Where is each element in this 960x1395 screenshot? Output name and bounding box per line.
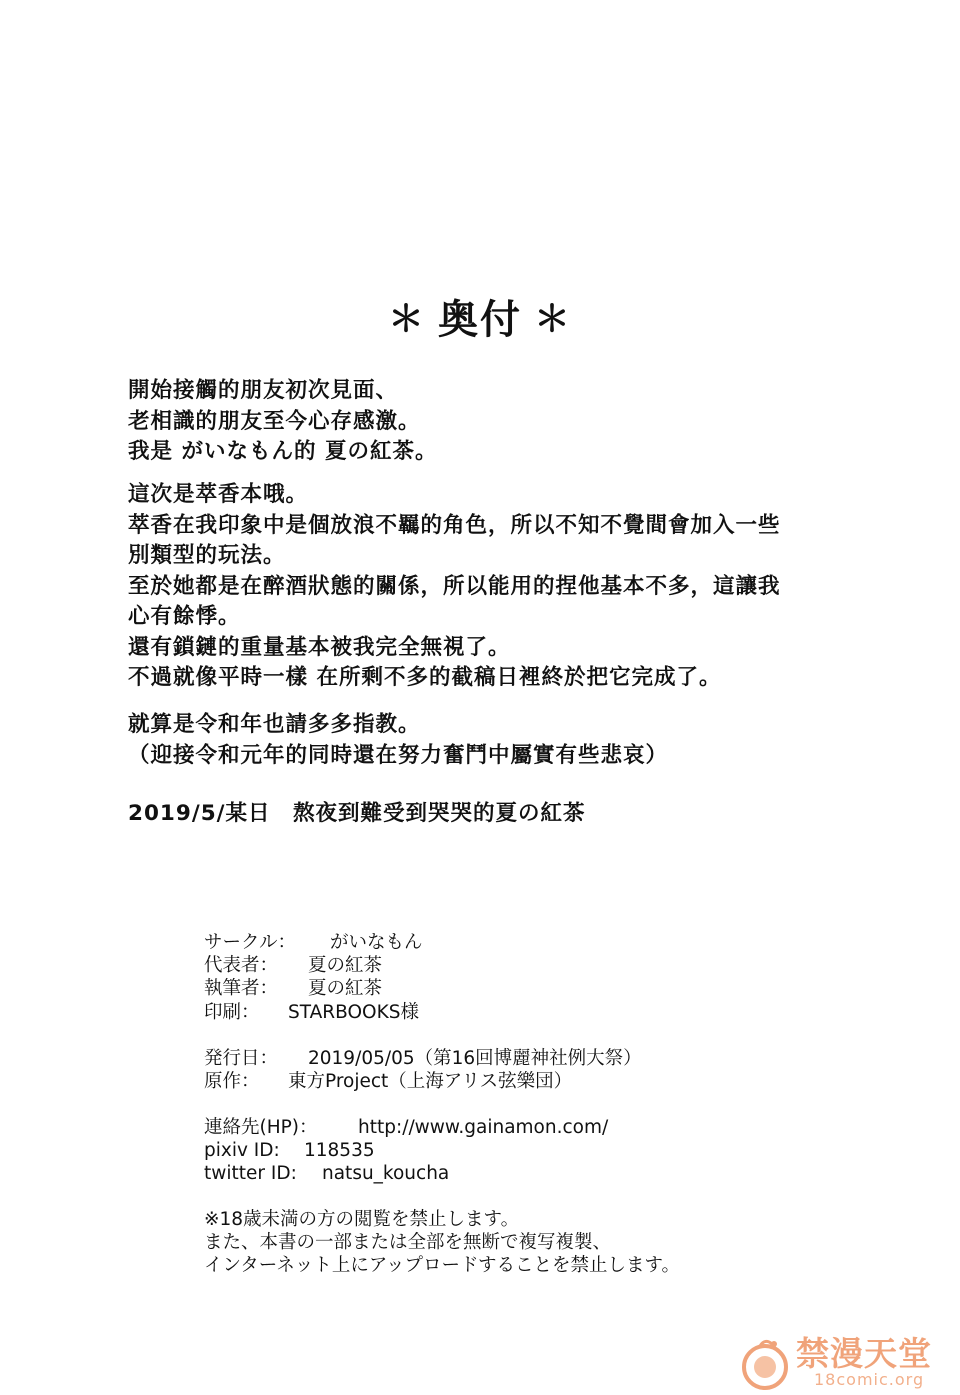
representative-value: 夏の紅茶: [308, 955, 383, 977]
pixiv-value: 118535: [304, 1140, 375, 1162]
text-line: 不過就像平時一樣 在所剩不多的截稿日裡終於把它完成了。: [128, 665, 722, 690]
text-line: 心有餘悸。: [128, 604, 241, 629]
title-star-left: ＊: [387, 299, 426, 340]
pixiv-label: pixiv ID:: [204, 1140, 280, 1162]
contact-label: 連絡先(HP)：: [204, 1117, 318, 1138]
peach-logo-icon: [738, 1336, 792, 1390]
original-work-value: 東方Project（上海アリス弦樂団）: [288, 1071, 573, 1093]
watermark-title: 禁漫天堂: [796, 1334, 932, 1373]
colophon-block-issue: [204, 1047, 824, 1093]
printer-value: STARBOOKS様: [288, 1001, 419, 1023]
text-line: 萃香在我印象中是個放浪不羈的角色，所以不知不覺間會加入一些: [128, 512, 781, 538]
title-text: 奥付: [438, 297, 522, 343]
circle-row: [204, 931, 824, 954]
title-star-right: ＊: [534, 299, 573, 340]
author-label: 執筆者：: [204, 978, 279, 1000]
contact-row: [204, 1116, 824, 1139]
issue-date-label: 発行日：: [204, 1048, 279, 1069]
closing-paragraph: [128, 710, 848, 771]
text-line: 還有鎖鏈的重量基本被我完全無視了。: [128, 634, 511, 660]
circle-value: がいなもん: [330, 932, 423, 953]
representative-row: [204, 954, 824, 977]
original-work-label: 原作：: [204, 1071, 260, 1093]
pixiv-row: [204, 1139, 824, 1162]
colophon-block-contact: [204, 1116, 824, 1186]
notice-line: ※18歳未満の方の閲覧を禁止します。: [204, 1209, 520, 1230]
text-line: 別類型的玩法。: [128, 543, 286, 568]
greeting-paragraph: [128, 376, 848, 468]
author-value: 夏の紅茶: [308, 978, 383, 1000]
text-line: 這次是萃香本哦。: [128, 482, 309, 507]
twitter-label: twitter ID:: [204, 1163, 297, 1185]
text-line: 就算是令和年也請多多指教。: [128, 712, 421, 737]
original-work-row: [204, 1070, 824, 1093]
text-line: 至於她都是在醉酒狀態的關係，所以能用的捏他基本不多，這讓我: [128, 573, 781, 599]
story-paragraph: [128, 480, 848, 694]
issue-date-value: 2019/05/05（第16回博麗神社例大祭）: [308, 1048, 642, 1069]
twitter-value: natsu_koucha: [322, 1163, 450, 1185]
page-title: [0, 288, 960, 345]
representative-label: 代表者：: [204, 955, 279, 977]
author-row: [204, 977, 824, 1000]
contact-value: http://www.gainamon.com/: [358, 1117, 609, 1138]
notice-line: また、本書の一部または全部を無断で複写複製、: [204, 1232, 612, 1254]
text-line: 開始接觸的朋友初次見面、: [128, 378, 399, 403]
text-line: 我是 がいなもん的 夏の紅茶。: [128, 439, 438, 464]
notice-line: インターネット上にアップロードすることを禁止します。: [204, 1255, 681, 1277]
printer-row: [204, 1001, 824, 1024]
watermark-url: 18comic.org: [814, 1370, 925, 1389]
circle-label: サークル：: [204, 932, 296, 953]
signature-date: 2019/5/某日 熬夜到難受到哭哭的夏の紅茶: [128, 801, 586, 826]
printer-label: 印刷：: [204, 1001, 260, 1023]
colophon-block-circle: [204, 931, 824, 1024]
twitter-row: [204, 1162, 824, 1185]
copyright-notice: [204, 1208, 824, 1278]
site-watermark: [736, 1322, 956, 1394]
text-line: （迎接令和元年的同時還在努力奮鬥中屬實有些悲哀）: [128, 742, 669, 768]
text-line: 老相識的朋友至今心存感激。: [128, 408, 421, 434]
issue-date-row: [204, 1047, 824, 1070]
